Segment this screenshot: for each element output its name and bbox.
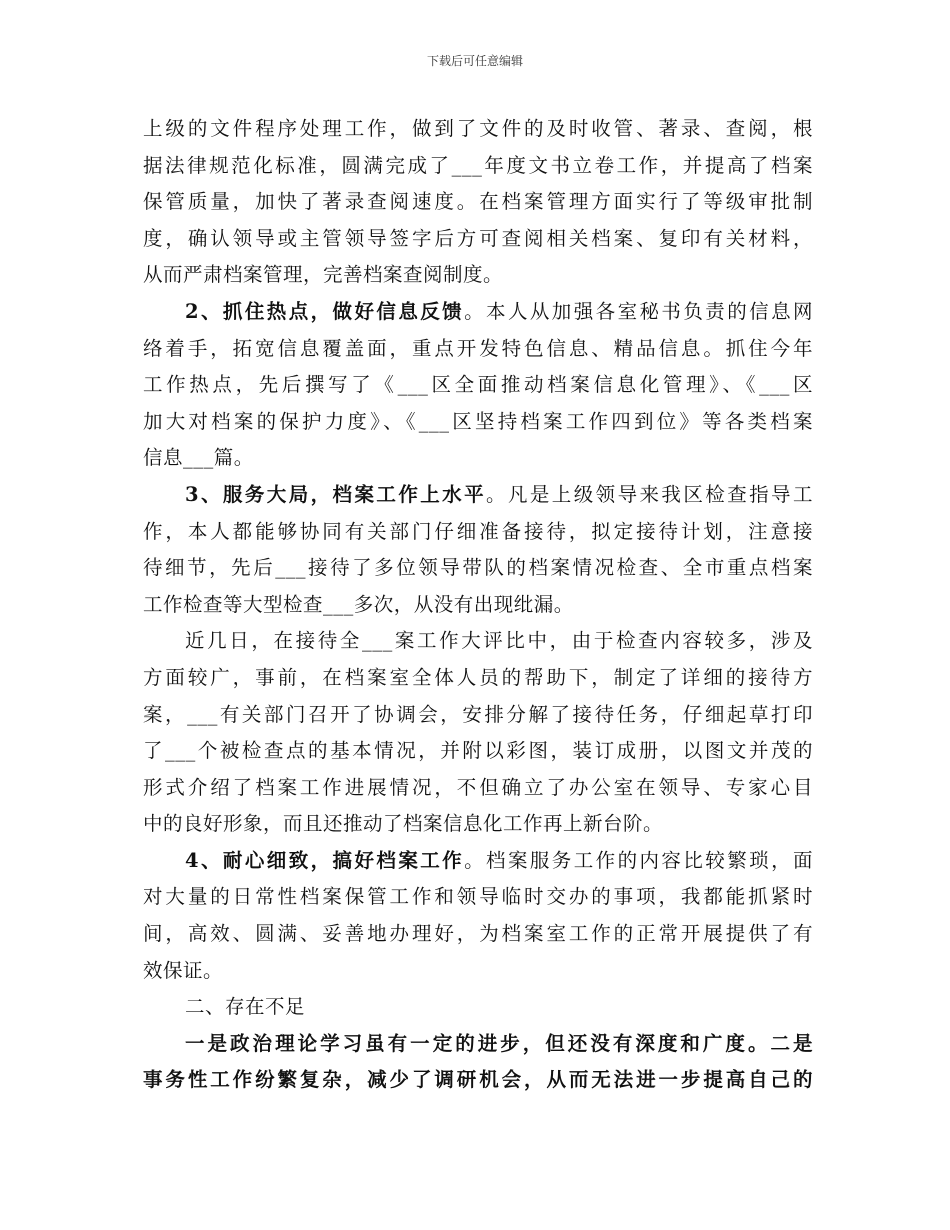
text-line: 上级的文件程序处理工作，做到了文件的及时收管、著录、查阅，根 — [143, 117, 813, 140]
text-line — [143, 477, 813, 514]
text-line: 工作检查等大型检查___多次，从没有出现纰漏。 — [143, 592, 574, 616]
text-line: 了___个被检查点的基本情况，并附以彩图，装订成册，以图文并茂的 — [143, 739, 813, 763]
text-line: 从而严肃档案管理，完善档案查阅制度。 — [143, 263, 504, 287]
text-line: 案，___有关部门召开了协调会，安排分解了接待任务，仔细起草打印 — [143, 702, 813, 726]
text-line: 待细节，先后___接待了多位领导带队的档案情况检查、全市重点档案 — [143, 556, 813, 580]
page-header-note: 下载后可任意编辑 — [426, 54, 523, 68]
text-line: 据法律规范化标准，圆满完成了___年度文书立卷工作，并提高了档案 — [143, 153, 813, 177]
text-line — [143, 843, 813, 880]
paragraph — [143, 623, 813, 843]
paragraph — [143, 1026, 813, 1099]
document-body — [143, 111, 813, 1099]
text-line: 度，确认领导或主管领导签字后方可查阅相关档案、复印有关材料， — [143, 226, 813, 250]
text-run: 。档案服务工作的内容比较繁琐，面 — [464, 848, 813, 872]
text-line: 络着手，拓宽信息覆盖面，重点开发特色信息、精品信息。抓住今年 — [143, 336, 813, 360]
text-line: 间，高效、圆满、妥善地办理好，为档案室工作的正常开展提供了有 — [143, 922, 813, 946]
paragraph — [143, 477, 813, 623]
text-line: 一是政治理论学习虽有一定的进步，但还没有深度和广度。二是 — [185, 1031, 813, 1055]
text-line: 中的良好形象，而且还推动了档案信息化工作再上新台阶。 — [143, 812, 664, 836]
paragraph — [143, 111, 813, 294]
section-heading: 4、耐心细致，搞好档案工作 — [185, 848, 465, 872]
text-run: 。凡是上级领导来我区检查指导工 — [486, 482, 813, 506]
text-line: 作，本人都能够协同有关部门仔细准备接待，拟定接待计划，注意接 — [143, 519, 813, 543]
text-line: 工作热点，先后撰写了《___区全面推动档案信息化管理》、《___区 — [143, 373, 813, 397]
text-line: 事务性工作纷繁复杂，减少了调研机会，从而无法进一步提高自己的 — [143, 1068, 813, 1092]
text-line: 形式介绍了档案工作进展情况，不但确立了办公室在领导、专家心目 — [143, 775, 813, 799]
text-line: 效保证。 — [143, 958, 224, 982]
paragraph — [143, 294, 813, 477]
text-line: 对大量的日常性档案保管工作和领导临时交办的事项，我都能抓紧时 — [143, 885, 813, 909]
paragraph — [143, 843, 813, 989]
text-line: 加大对档案的保护力度》、《___区坚持档案工作四到位》等各类档案 — [143, 409, 813, 433]
text-run: 。本人从加强各室秘书负责的信息网 — [464, 299, 813, 323]
text-line — [143, 294, 813, 331]
text-line: 二、存在不足 — [185, 995, 306, 1019]
section-heading: 3、服务大局，档案工作上水平 — [185, 482, 487, 506]
text-line: 近几日，在接待全___案工作大评比中，由于检查内容较多，涉及 — [185, 629, 813, 653]
text-line: 信息___篇。 — [143, 446, 254, 470]
text-line: 方面较广，事前，在档案室全体人员的帮助下，制定了详细的接待方 — [143, 665, 813, 689]
section-title — [143, 989, 813, 1026]
text-line: 保管质量，加快了著录查阅速度。在档案管理方面实行了等级审批制 — [143, 190, 813, 214]
section-heading: 2、抓住热点，做好信息反馈 — [185, 299, 465, 323]
